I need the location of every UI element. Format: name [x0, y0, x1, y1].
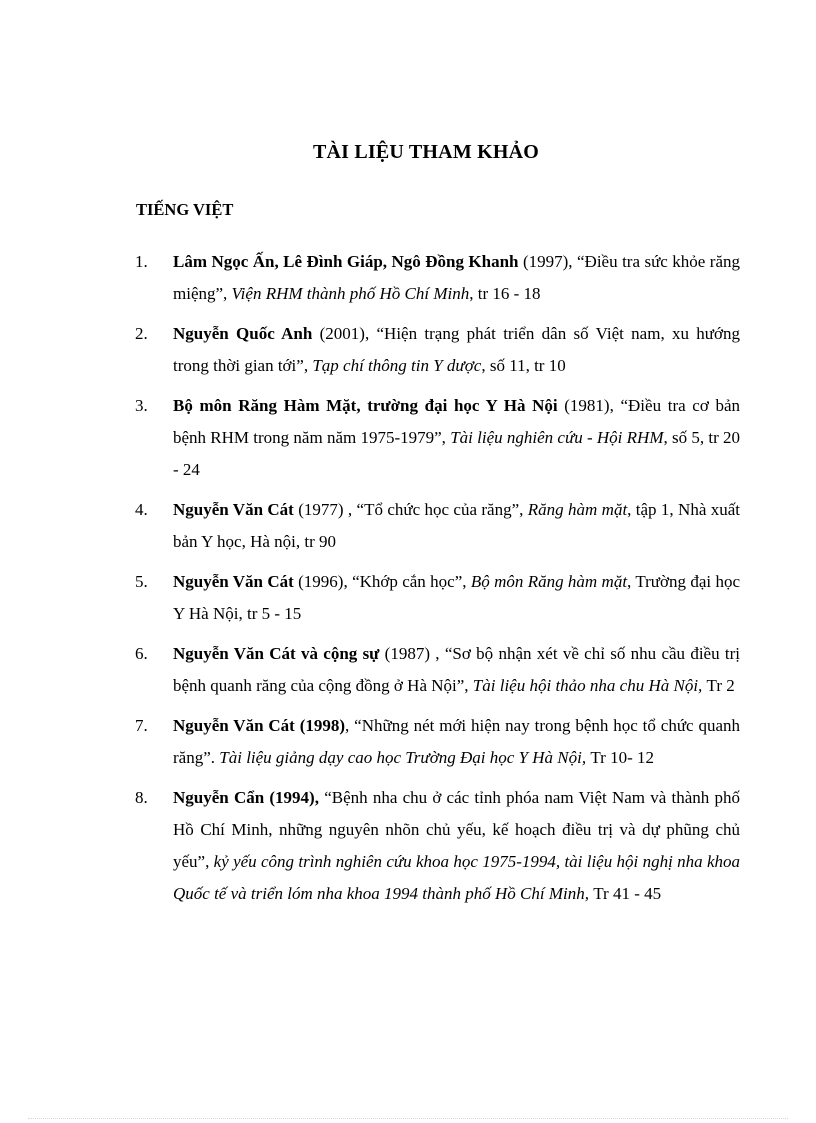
reference-detail: , tr 16 - 18 [469, 284, 541, 303]
reference-title: “Hiện trạng phát triển dân số Việt nam, xu hướng trong thời gian tới”, [173, 324, 741, 375]
reference-source: Tài liệu nghiên cứu - Hội RHM [450, 428, 664, 447]
reference-authors: Nguyễn Văn Cát (1998) [173, 716, 346, 735]
reference-authors: Lâm Ngọc Ấn, Lê Đình Giáp, Ngô Đồng Khanh [173, 252, 519, 271]
reference-authors: Nguyễn Quốc Anh [173, 324, 313, 343]
reference-list [135, 246, 740, 918]
reference-year: (1977) , [293, 500, 357, 519]
reference-source: Bộ môn Răng hàm mặt [470, 572, 628, 591]
reference-number: 7. [135, 716, 148, 735]
reference-number: 8. [135, 788, 148, 807]
reference-authors: Nguyễn Cẩn (1994), [173, 788, 325, 807]
reference-year: (1996), [293, 572, 353, 591]
reference-year: (2001), [312, 324, 377, 343]
reference-year: (1981), [557, 396, 621, 415]
reference-detail: , số 11, tr 10 [481, 356, 566, 375]
reference-item [135, 782, 740, 910]
reference-detail: , Trường đại học Y Hà Nội, tr 5 - 15 [173, 572, 740, 623]
reference-year: (1997), [518, 252, 578, 271]
reference-source: Tạp chí thông tin Y dược [312, 356, 482, 375]
reference-source: Viện RHM thành phố Hồ Chí Minh [231, 284, 470, 303]
reference-detail: Tr 10- 12 [590, 748, 654, 767]
reference-source: Tài liệu hội thảo nha chu Hà Nội, [472, 676, 707, 695]
reference-number: 1. [135, 252, 148, 271]
reference-title: “Những nét mới hiện nay trong bệnh học tổ chức quanh răng”. [173, 716, 741, 767]
reference-detail: , tập 1, Nhà xuất bản Y học, Hà nội, tr 90 [173, 500, 741, 551]
reference-number: 4. [135, 500, 148, 519]
reference-title: “Bệnh nha chu ở các tỉnh phóa nam Việt Nam và thành phố Hồ Chí Minh, những nguyên nhõn chủ yếu, kế hoạch điều trị và dự phũng chủ yếu”, [173, 788, 740, 871]
reference-detail: Tr 2 [706, 676, 735, 695]
reference-number: 6. [135, 644, 148, 663]
reference-title: “Khớp cắn học”, [352, 572, 471, 591]
reference-authors: Nguyễn Văn Cát [173, 572, 294, 591]
reference-detail: Tr 41 - 45 [593, 884, 662, 903]
reference-authors: Nguyễn Văn Cát [173, 500, 294, 519]
reference-item [135, 494, 740, 558]
reference-item [135, 390, 740, 486]
reference-source: kỷ yếu công trình nghiên cứu khoa học 1975-1994, tài liệu hội nghị nha khoa Quốc tế và triển lóm nha khoa 1994 thành phố Hồ Chí Minh, [173, 852, 740, 903]
page-footer-divider [28, 1118, 788, 1119]
reference-detail: , số 5, tr 20 - 24 [173, 428, 741, 479]
reference-number: 2. [135, 324, 148, 343]
reference-title: “Điều tra sức khỏe răng miệng”, [173, 252, 740, 303]
reference-number: 5. [135, 572, 148, 591]
reference-title: “Điều tra cơ bản bệnh RHM trong năm năm 1975-1979”, [173, 396, 741, 447]
reference-source: Răng hàm mặt [527, 500, 628, 519]
reference-item [135, 246, 740, 310]
reference-item [135, 638, 740, 702]
reference-year: , [345, 716, 355, 735]
page-title: TÀI LIỆU THAM KHẢO [312, 141, 540, 163]
reference-source: Tài liệu giảng dạy cao học Trường Đại học Y Hà Nội, [219, 748, 591, 767]
reference-year: (1987) , [379, 644, 445, 663]
reference-authors: Nguyễn Văn Cát và cộng sự [173, 644, 380, 663]
reference-item [135, 710, 740, 774]
reference-title: “Tổ chức học của răng”, [356, 500, 528, 519]
reference-title: “Sơ bộ nhận xét về chỉ số nhu cầu điều trị bệnh quanh răng của cộng đồng ở Hà Nội”, [173, 644, 741, 695]
reference-authors: Bộ môn Răng Hàm Mặt, trường đại học Y Hà Nội [173, 396, 558, 415]
reference-item [135, 318, 740, 382]
reference-item [135, 566, 740, 630]
reference-number: 3. [135, 396, 148, 415]
section-heading: TIẾNG VIỆT [136, 200, 234, 219]
